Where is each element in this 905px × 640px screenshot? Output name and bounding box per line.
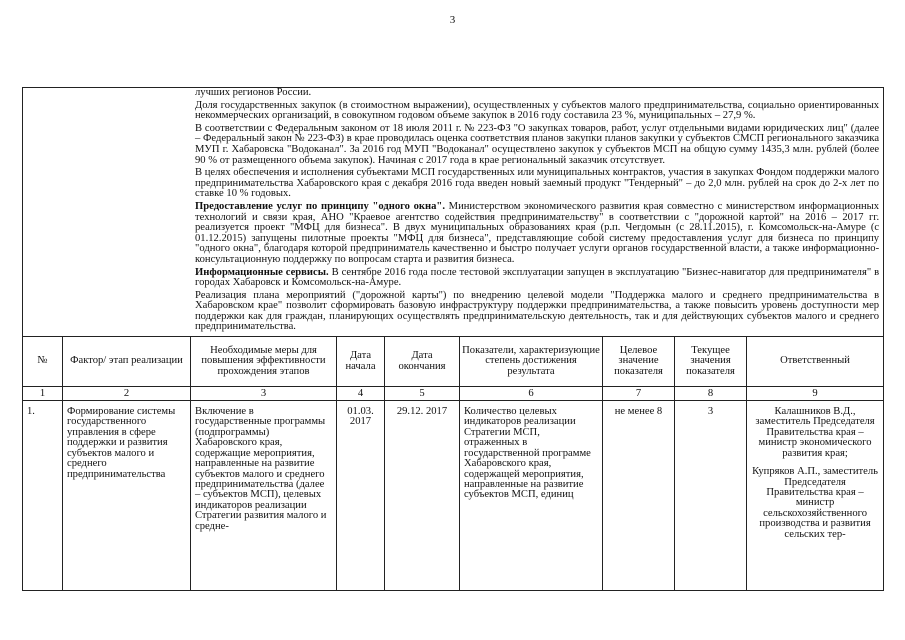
row-indicators: Количество целевых индикаторов реализации Стратегии МСП, отраженных в государственной программе Хабаровского края, содержащей мероприятия, направленные на развитие субъектов МСП, единиц bbox=[460, 401, 603, 591]
page-number: 3 bbox=[449, 14, 456, 26]
header-factor: Фактор/ этап реализации bbox=[63, 337, 191, 387]
row-responsible bbox=[747, 401, 884, 591]
column-number: 8 bbox=[675, 387, 747, 401]
main-table bbox=[22, 87, 884, 591]
row-end-date: 29.12. 2017 bbox=[385, 401, 460, 591]
column-number: 1 bbox=[23, 387, 63, 401]
row-start-date: 01.03. 2017 bbox=[337, 401, 385, 591]
column-number: 4 bbox=[337, 387, 385, 401]
row-num: 1. bbox=[23, 401, 63, 591]
intro-paragraph: Реализация плана мероприятий ("дорожной карты") по внедрению целевой модели "Поддержка малого и среднего предпринимательства в Хабаровском крае" позволит сформировать базовую инфраструктуру поддержки предпринимательства, а также повысить уровень доступности мер поддержки как для граждан, планирующих осуществлять предпринимательскую деятельность, так и для действующих субъектов малого и среднего предпринимательства. bbox=[195, 289, 880, 333]
intro-paragraph: Доля государственных закупок (в стоимостном выражении), осуществленных у субъектов малого предпринимательства, социально ориентированных некоммерческих организаций, в совокупном годовом объеме закупок в 2016 году составила 23 %, муниципальных – 27,9 %. bbox=[195, 99, 880, 122]
column-number-row bbox=[23, 387, 884, 401]
column-number: 2 bbox=[63, 387, 191, 401]
intro-row bbox=[23, 88, 884, 337]
header-target: Целевое значение показателя bbox=[603, 337, 675, 387]
table-row bbox=[23, 401, 884, 591]
intro-paragraph: лучших регионов России. bbox=[195, 87, 312, 98]
column-number: 3 bbox=[191, 387, 337, 401]
column-number: 5 bbox=[385, 387, 460, 401]
table-header-row bbox=[23, 337, 884, 387]
intro-paragraph: В целях обеспечения и исполнения субъектами МСП государственных или муниципальных контрактов, участия в закупках Фондом поддержки малого предпринимательства Хабаровского края с декабря 2016 года введен новый заемный продукт "Тендерный" – до 2,0 млн. рублей на срок до 2-х лет по ставке 10 % годовых. bbox=[195, 167, 880, 200]
header-current: Текущее значения показателя bbox=[675, 337, 747, 387]
row-current-value: 3 bbox=[675, 401, 747, 591]
intro-paragraph: Предоставление услуг по принципу "одного окна". Министерством экономического развития края совместно с министерством информационных технологий и связи края, АНО "Краевое агентство содействия предпринимательству" в соответствии с "дорожной картой" на 2016 – 2017 гг. реализуется проект "МФЦ для бизнеса". В двух муниципальных образованиях края (р.п. Чегдомын (с 28.11.2015), г. Комсомольск-на-Амуре (с 01.12.2015) запущены пилотные проекты "МФЦ для бизнеса", представляющие собой систему предоставления услуг для бизнеса по принципу "одного окна", благодаря которой предприниматель качественно и быстро получает услуги органов государственной власти, а также информационно-консультационную поддержку по вопросам старта и развития бизнеса. bbox=[195, 200, 880, 265]
row-factor: Формирование системы государственного управления в сфере поддержки и развития субъектов малого и среднего предпринимательства bbox=[63, 401, 191, 591]
intro-paragraph: Информационные сервисы. В сентябре 2016 года после тестовой эксплуатации запущен в эксплуатацию "Бизнес-навигатор для предпринимателя" в городах Хабаровск и Комсомольск-на-Амуре. bbox=[195, 266, 880, 289]
header-start: Дата начала bbox=[337, 337, 385, 387]
intro-paragraph: В соответствии с Федеральным законом от 18 июля 2011 г. № 223-ФЗ "О закупках товаров, работ, услуг отдельными видами юридических лиц" (далее – Федеральный закон № 223-ФЗ) в крае проводилась оценка соответствия планов закупки планов закупки у субъектов СМСП регионального заказчика МУП г. Хабаровска "Водоканал". За 2016 год МУП "Водоканал" осуществлено закупок у субъектов МСП на общую сумму 1435,3 млн. рублей (более 90 % от размещенного объема закупок). Начиная с 2017 года в крае региональный заказчик отсутствует. bbox=[195, 122, 880, 166]
responsible-person: Калашников В.Д., заместитель Председателя Правительства края – министр экономического развития края; bbox=[755, 406, 875, 459]
row-target-value: не менее 8 bbox=[603, 401, 675, 591]
header-indicators: Показатели, характеризующие степень достижения результата bbox=[460, 337, 603, 387]
column-number: 7 bbox=[603, 387, 675, 401]
header-num: № bbox=[23, 337, 63, 387]
row-measures: Включение в государственные программы (подпрограммы) Хабаровского края, содержащие мероприятия, направленные на развитие субъектов малого и среднего предпринимательства (далее – субъектов МСП), целевых индикаторов реализации Стратегии развития малого и средне- bbox=[191, 401, 337, 591]
header-responsible: Ответственный bbox=[747, 337, 884, 387]
column-number: 9 bbox=[747, 387, 884, 401]
header-end: Дата окончания bbox=[385, 337, 460, 387]
header-measures: Необходимые меры для повышения эффективности прохождения этапов bbox=[191, 337, 337, 387]
intro-cell bbox=[23, 88, 884, 337]
responsible-person: Купряков А.П., заместитель Председателя Правительства края – министр сельскохозяйственного производства и развития сельских тер- bbox=[752, 466, 878, 540]
column-number: 6 bbox=[460, 387, 603, 401]
